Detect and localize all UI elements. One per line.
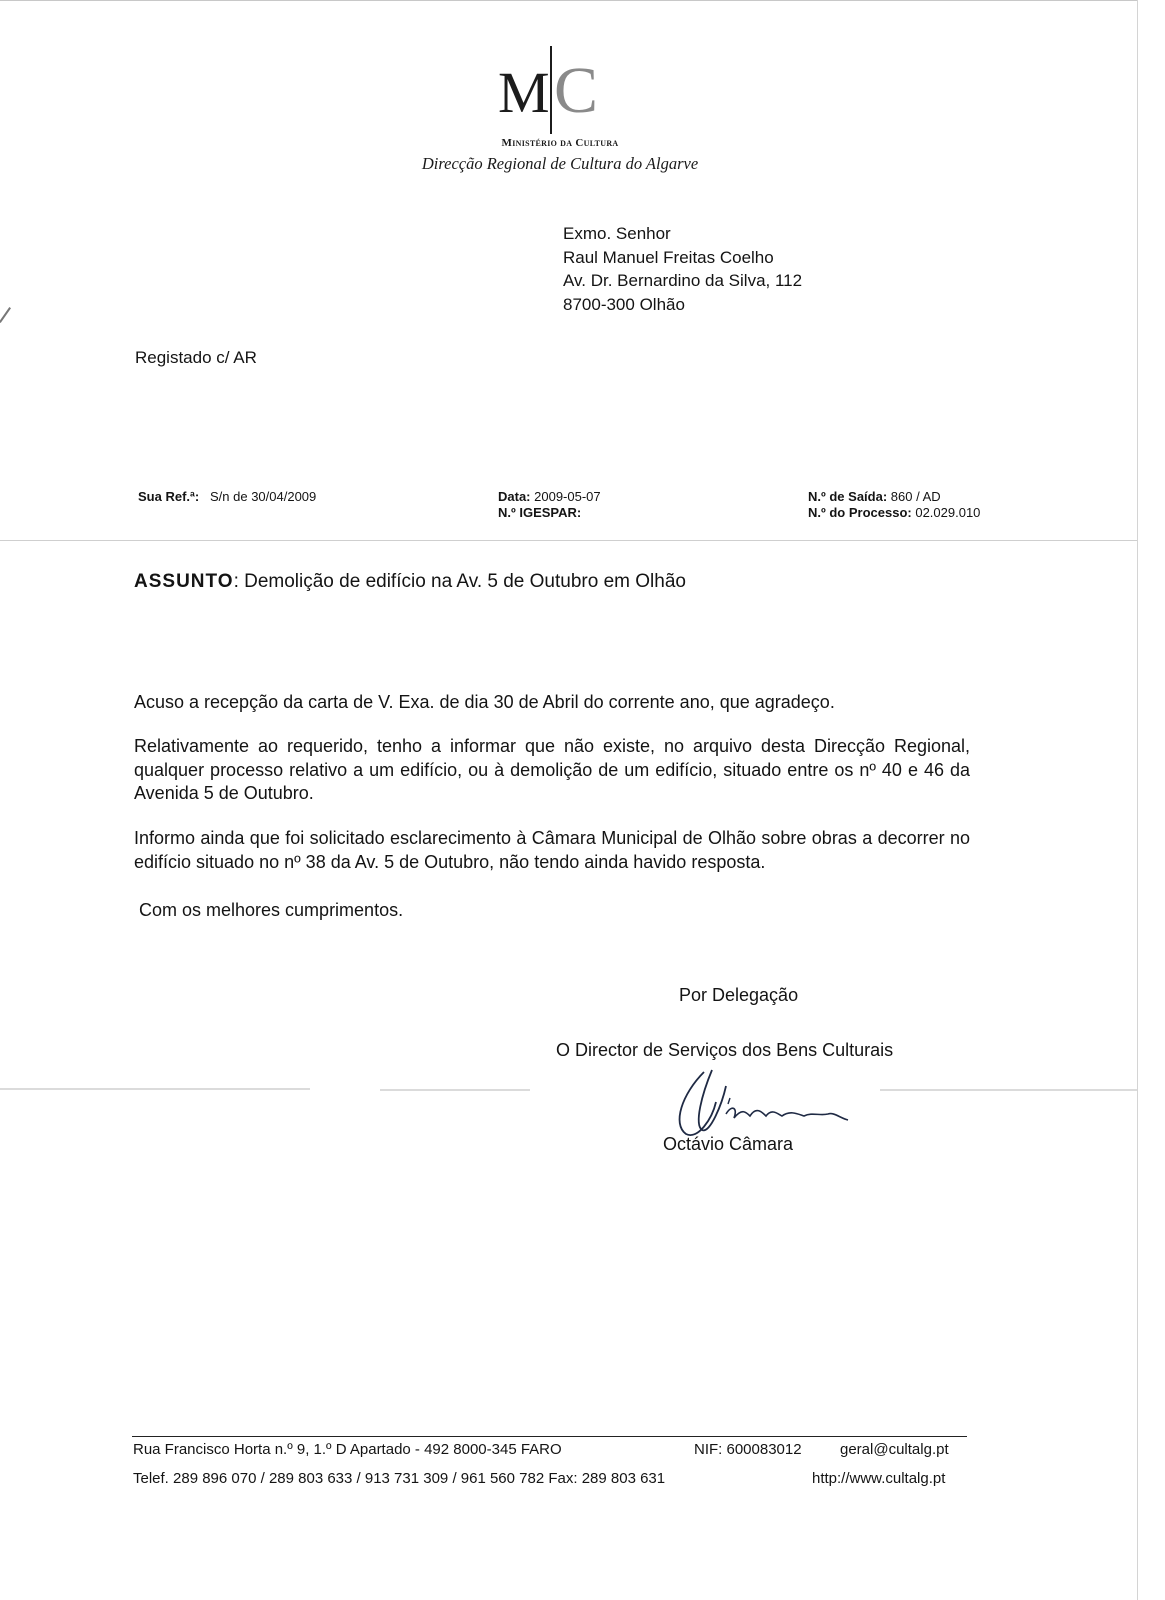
footer-divider xyxy=(132,1436,967,1437)
footer-address: Rua Francisco Horta n.º 9, 1.º D Apartado - 492 8000-345 FARO xyxy=(133,1441,562,1458)
delegation-note: Por Delegação xyxy=(679,985,799,1005)
recipient-salutation: Exmo. Senhor xyxy=(563,224,671,243)
date-value: 2009-05-07 xyxy=(534,489,601,504)
recipient-postal: 8700-300 Olhão xyxy=(563,294,685,314)
subject-label: ASSUNTO xyxy=(134,571,234,592)
sua-ref-value: S/n de 30/04/2009 xyxy=(210,489,317,504)
subject-text: : Demolição de edifício na Av. 5 de Outubro em Olhão xyxy=(233,571,686,592)
subject-line xyxy=(134,571,686,593)
saida-value: 860 / AD xyxy=(890,489,941,504)
scan-artifact xyxy=(0,1088,310,1090)
recipient-name: Raul Manuel Freitas Coelho xyxy=(563,247,774,267)
signer-name: Octávio Câmara xyxy=(663,1134,794,1154)
body-paragraph: Relativamente ao requerido, tenho a informar que não existe, no arquivo desta Direcção Regional, qualquer processo relativo a um edifício, ou à demolição de um edifício, situado entre os nº 40 e 46 da Avenida 5 de Outubro. xyxy=(134,736,970,803)
divider xyxy=(0,540,1137,541)
reference-date xyxy=(498,489,601,521)
department-name: Direcção Regional de Cultura do Algarve xyxy=(421,154,699,173)
recipient-address xyxy=(563,222,802,316)
closing-paragraph: Com os melhores cumprimentos. xyxy=(139,900,404,920)
scan-artifact xyxy=(880,1089,1137,1091)
page-edge xyxy=(0,0,1137,1)
processo-value: 02.029.010 xyxy=(915,505,981,520)
ministry-logo xyxy=(496,44,616,136)
body-paragraph: Acuso a recepção da carta de V. Exa. de dia 30 de Abril do corrente ano, que agradeço. xyxy=(134,692,835,712)
scan-artifact xyxy=(380,1089,530,1091)
sua-ref-label: Sua Ref.ª: xyxy=(138,489,200,504)
reference-saida xyxy=(808,489,980,521)
footer-nif: NIF: 600083012 xyxy=(694,1441,802,1458)
handwritten-signature xyxy=(652,1064,862,1144)
date-label: Data: xyxy=(498,489,531,504)
recipient-street: Av. Dr. Bernardino da Silva, 112 xyxy=(563,271,803,290)
footer-email[interactable]: geral@cultalg.pt xyxy=(840,1441,949,1458)
footer-website[interactable]: http://www.cultalg.pt xyxy=(812,1470,946,1487)
ministry-name: Ministério da Cultura xyxy=(501,137,619,149)
svg-text:C: C xyxy=(554,54,599,127)
body-paragraph: Informo ainda que foi solicitado esclarecimento à Câmara Municipal de Olhão sobre obras a decorrer no edifício situado no nº 38 da Av. 5 de Outubro, não tendo ainda havido resposta. xyxy=(134,828,970,872)
saida-label: N.º de Saída: xyxy=(808,489,888,504)
processo-label: N.º do Processo: xyxy=(808,505,912,520)
igespar-label: N.º IGESPAR: xyxy=(498,505,582,520)
margin-mark xyxy=(0,307,11,323)
signer-role: O Director de Serviços dos Bens Culturais xyxy=(556,1040,894,1060)
reference-sua-ref xyxy=(138,489,316,505)
svg-text:M: M xyxy=(498,60,550,125)
registered-mail-note: Registado c/ AR xyxy=(135,348,257,367)
footer-phones: Telef. 289 896 070 / 289 803 633 / 913 731 309 / 961 560 782 Fax: 289 803 631 xyxy=(133,1470,666,1487)
page-edge xyxy=(1137,0,1138,1600)
